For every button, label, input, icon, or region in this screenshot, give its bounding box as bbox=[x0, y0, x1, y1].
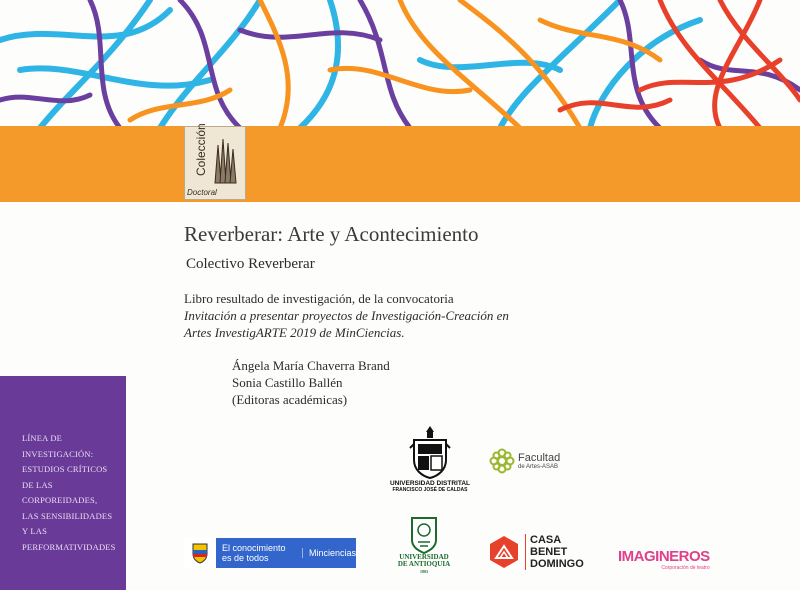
gob-slogan-line1: El conocimiento bbox=[221, 543, 286, 553]
ud-name-line1: UNIVERSIDAD DISTRITAL bbox=[389, 480, 471, 487]
orange-band bbox=[0, 123, 800, 202]
research-line-row: PERFORMATIVIDADES bbox=[22, 541, 116, 552]
abstract-lines-artwork bbox=[0, 0, 800, 128]
collection-badge bbox=[184, 123, 246, 200]
description-line: Libro resultado de investigación, de la convocatoria bbox=[184, 291, 454, 306]
editor-name: Sonia Castillo Ballén bbox=[232, 375, 343, 390]
imagineros-logo bbox=[618, 548, 710, 571]
udea-crest-icon bbox=[409, 516, 439, 554]
description-line-italic: Invitación a presentar proyectos de Investigación-Creación en bbox=[184, 308, 509, 323]
minciencias-label: Minciencias bbox=[302, 548, 356, 558]
casa-line1: CASA bbox=[530, 534, 562, 546]
research-line-row: ESTUDIOS CRÍTICOS bbox=[22, 464, 108, 474]
research-line-row: Y LAS bbox=[22, 526, 48, 536]
casa-line3: DOMINGO bbox=[530, 558, 584, 570]
editors-block bbox=[232, 357, 390, 408]
research-line-row: INVESTIGACIÓN: bbox=[22, 448, 94, 459]
research-line-row: LAS SENSIBILIDADES bbox=[22, 510, 113, 521]
research-line-row: LÍNEA DE bbox=[22, 433, 63, 443]
editor-name: Ángela María Chaverra Brand bbox=[232, 358, 390, 373]
facultad-artes-logo bbox=[489, 448, 560, 474]
pencils-icon bbox=[213, 135, 239, 185]
description-line-italic: Artes InvestigARTE 2019 de MinCiencias. bbox=[184, 325, 405, 340]
editors-role: (Editoras académicas) bbox=[232, 392, 348, 407]
gob-slogan-line2: es de todos bbox=[221, 553, 269, 563]
gob-slogan bbox=[216, 543, 302, 563]
collection-label: Colección bbox=[194, 123, 208, 176]
research-line-row: DE LAS bbox=[22, 479, 53, 490]
udea-line2: DE ANTIOQUIA bbox=[397, 560, 451, 568]
imagineros-wordmark: IMAGINEROS bbox=[618, 548, 710, 565]
flower-icon bbox=[489, 448, 515, 474]
casa-line2: BENET bbox=[530, 546, 568, 558]
facultad-line2: de Artes-ASAB bbox=[518, 464, 559, 470]
casa-benet-domingo-logo bbox=[486, 534, 584, 570]
book-title: Reverberar: Arte y Acontecimiento bbox=[184, 222, 479, 246]
university-crest-icon bbox=[408, 424, 452, 480]
collection-sublabel: Doctoral bbox=[187, 188, 217, 197]
minciencias-logo bbox=[184, 538, 356, 568]
casa-hexagon-icon bbox=[486, 534, 522, 570]
udea-logo bbox=[396, 516, 452, 575]
universidad-distrital-logo bbox=[385, 424, 475, 493]
udea-line1: UNIVERSIDAD bbox=[399, 553, 449, 561]
colombia-shield-icon bbox=[184, 538, 216, 568]
ud-name-line2: FRANCISCO JOSÉ DE CALDAS bbox=[392, 487, 468, 493]
facultad-line1: Facultad bbox=[518, 452, 561, 464]
imagineros-subtitle: Corporación de teatro bbox=[661, 565, 710, 571]
research-line-text bbox=[22, 431, 122, 555]
book-description bbox=[184, 290, 509, 341]
udea-year: 1803 bbox=[420, 569, 428, 574]
book-subtitle: Colectivo Reverberar bbox=[186, 256, 315, 272]
research-line-row: CORPOREIDADES, bbox=[22, 495, 98, 505]
